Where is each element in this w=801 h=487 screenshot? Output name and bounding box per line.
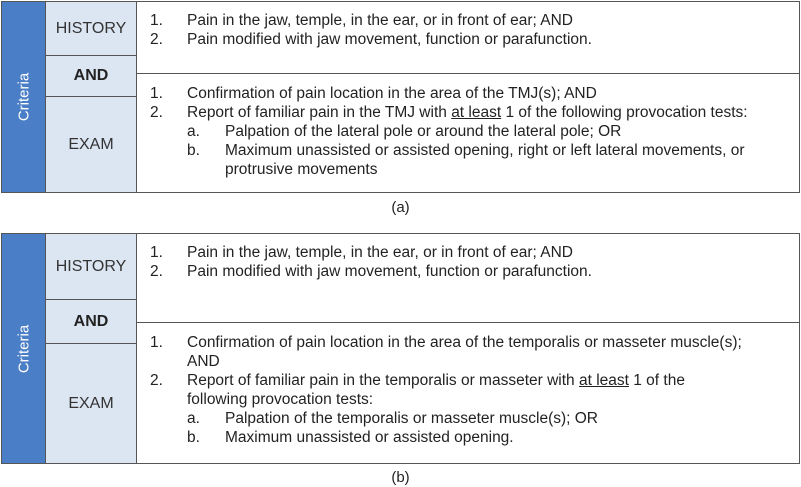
list-item: 1. Confirmation of pain location in the area of the temporalis or masseter muscle(s); bbox=[150, 334, 742, 351]
criteria-label: Criteria bbox=[15, 324, 32, 373]
exam-criteria bbox=[137, 73, 799, 192]
caption-b: (b) bbox=[391, 469, 410, 486]
list-item: a. Palpation of the lateral pole or around the lateral pole; OR bbox=[187, 123, 622, 140]
exam-label: EXAM bbox=[46, 96, 137, 192]
list-item: a. Palpation of the temporalis or masseter muscle(s); OR bbox=[187, 410, 598, 427]
list-item-continuation: following provocation tests: bbox=[187, 391, 374, 408]
list-item: 1. Confirmation of pain location in the area of the TMJ(s); AND bbox=[150, 85, 597, 102]
list-item: 1. Pain in the jaw, temple, in the ear, or in front of ear; AND bbox=[150, 12, 573, 29]
list-item: 1. Pain in the jaw, temple, in the ear, or in front of ear; AND bbox=[150, 244, 573, 261]
list-item-continuation: AND bbox=[187, 353, 220, 370]
history-label: HISTORY bbox=[46, 2, 137, 55]
and-label: AND bbox=[46, 55, 137, 96]
emphasis-underline: at least bbox=[451, 104, 502, 121]
history-label: HISTORY bbox=[46, 234, 137, 299]
history-criteria bbox=[137, 234, 799, 322]
criteria-table-a bbox=[1, 1, 800, 193]
list-item: 2. Report of familiar pain in the TMJ with at least 1 of the following provocation tests: bbox=[150, 104, 748, 121]
criteria-label: Criteria bbox=[15, 72, 32, 122]
criteria-sidebar bbox=[2, 2, 46, 192]
exam-label: EXAM bbox=[46, 343, 137, 463]
exam-criteria bbox=[137, 322, 799, 463]
and-label: AND bbox=[46, 299, 137, 343]
list-item: 2. Pain modified with jaw movement, function or parafunction. bbox=[150, 263, 592, 280]
caption-a: (a) bbox=[391, 199, 410, 216]
emphasis-underline: at least bbox=[578, 372, 629, 389]
list-item-continuation: protrusive movements bbox=[225, 161, 378, 178]
list-item: 2. Pain modified with jaw movement, function or parafunction. bbox=[150, 31, 592, 48]
list-item: b. Maximum unassisted or assisted opening, right or left lateral movements, or bbox=[187, 142, 745, 159]
criteria-sidebar bbox=[2, 234, 46, 463]
list-item: b. Maximum unassisted or assisted opening. bbox=[187, 429, 514, 446]
criteria-table-b bbox=[1, 233, 800, 464]
history-criteria bbox=[137, 2, 799, 73]
list-item: 2. Report of familiar pain in the temporalis or masseter with at least 1 of the bbox=[150, 372, 685, 389]
